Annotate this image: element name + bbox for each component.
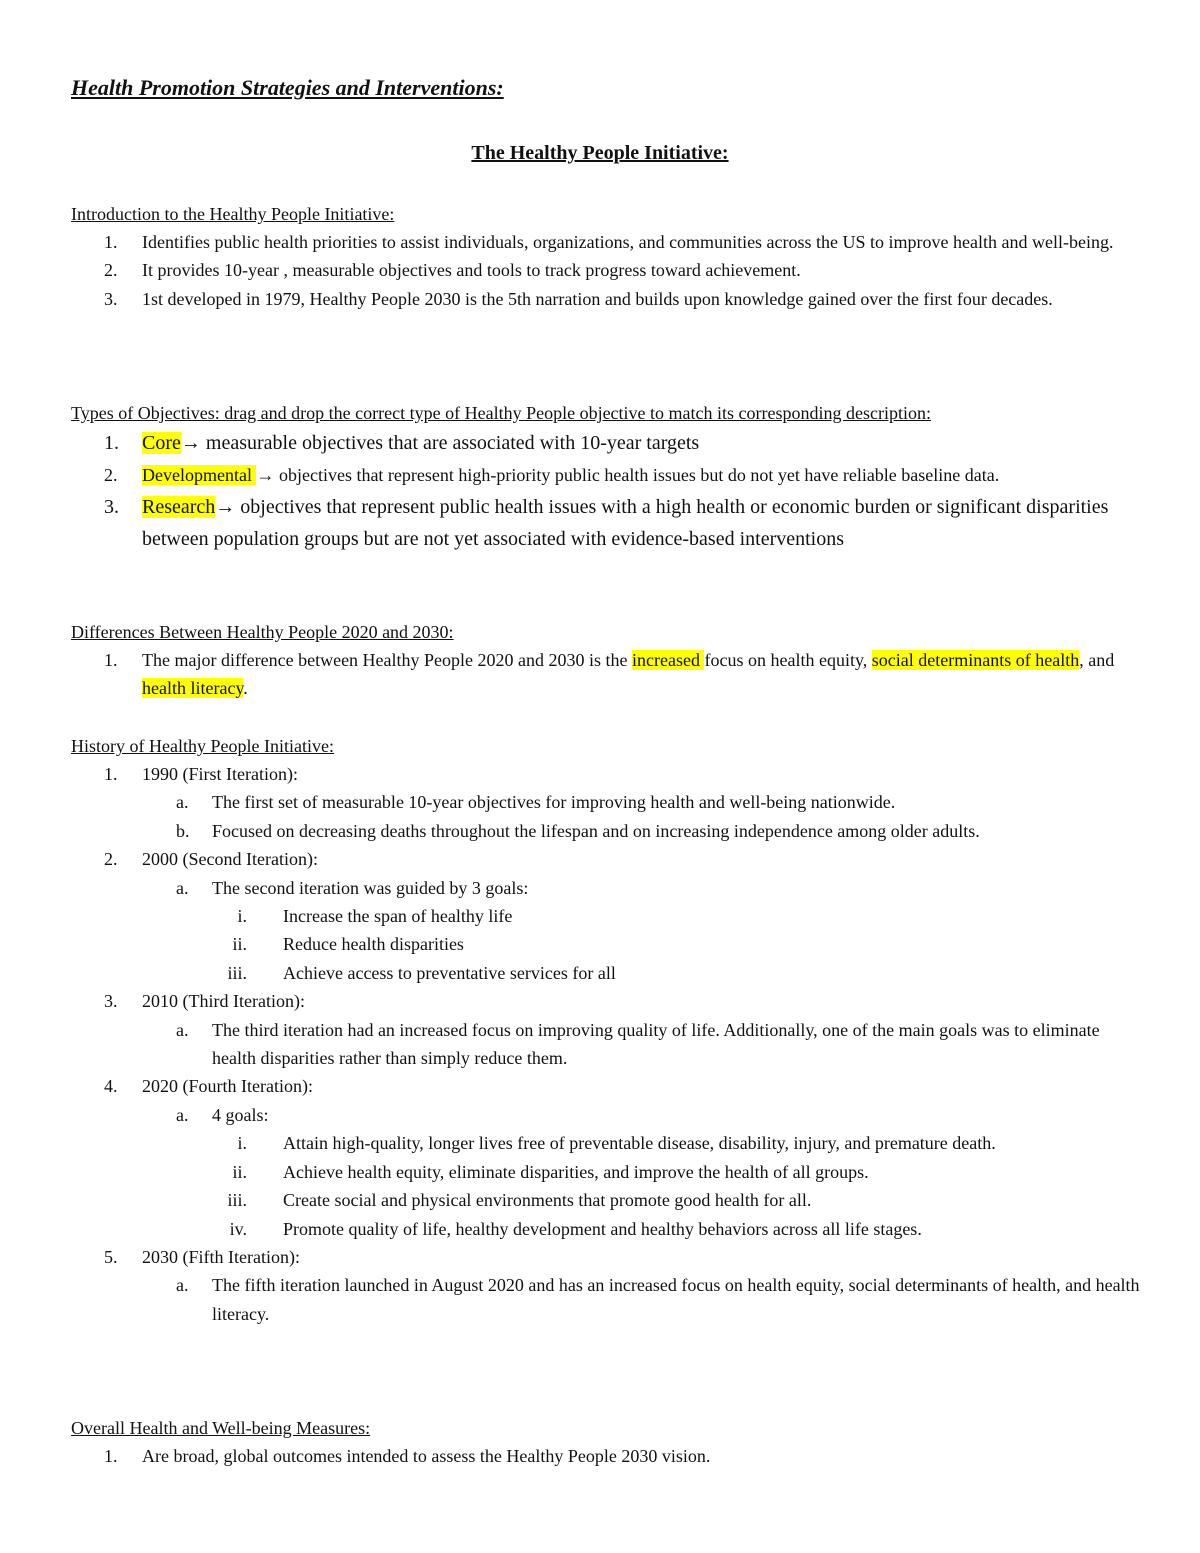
numbered-list xyxy=(71,646,1141,703)
list-number: 1. xyxy=(104,1446,118,1466)
list-item-text: Achieve health equity, eliminate disparities, and improve the health of all groups. xyxy=(283,1161,869,1182)
sub-sub-list-item xyxy=(71,1186,1141,1214)
list-item xyxy=(71,228,1141,256)
sub-sub-list-item xyxy=(71,902,1141,930)
sub-list-item xyxy=(71,1271,1141,1328)
list-item xyxy=(71,760,1141,788)
list-item-text: Reduce health disparities xyxy=(283,934,464,955)
list-item-text: 1st developed in 1979, Healthy People 2030 is the 5th narration and builds upon knowledge gained over the first four decades. xyxy=(142,288,1053,309)
list-number: iii. xyxy=(227,1190,247,1211)
list-item-text: The first set of measurable 10-year objectives for improving health and well-being nationwide. xyxy=(212,792,896,813)
list-item xyxy=(71,256,1141,284)
text-run: , and xyxy=(1079,650,1115,670)
list-item xyxy=(71,491,1141,555)
list-number: i. xyxy=(237,1133,247,1154)
list-item xyxy=(71,1072,1141,1100)
list-item-text: → objectives that represent high-priority public health issues but do not yet have reliable baseline data. xyxy=(256,465,1000,485)
list-item-text: Increase the span of healthy life xyxy=(283,906,513,927)
sub-list-item xyxy=(71,1101,1141,1129)
highlighted-term: Core xyxy=(142,432,181,454)
document-subtitle: The Healthy People Initiative: xyxy=(471,142,729,164)
section-history xyxy=(71,732,1141,1328)
list-item-text: 1990 (First Iteration): xyxy=(142,764,298,784)
section-heading: Introduction to the Healthy People Initiative: xyxy=(71,204,395,224)
section-heading: Differences Between Healthy People 2020 and 2030: xyxy=(71,622,454,642)
list-number: 2. xyxy=(104,849,118,870)
sub-list-item xyxy=(71,874,1141,902)
list-item xyxy=(71,427,1141,459)
list-item-text: Create social and physical environments that promote good health for all. xyxy=(283,1190,812,1211)
list-item-text: → measurable objectives that are associated with 10-year targets xyxy=(180,432,700,454)
list-number: b. xyxy=(176,820,190,841)
numbered-list xyxy=(71,1442,1141,1470)
list-number: i. xyxy=(237,906,247,927)
list-number: a. xyxy=(176,792,189,813)
list-number: 2. xyxy=(104,260,118,281)
list-number: a. xyxy=(176,1104,189,1125)
document-title: Health Promotion Strategies and Interventions: xyxy=(71,75,504,100)
list-number: iv. xyxy=(229,1218,247,1239)
list-number: ii. xyxy=(232,934,247,955)
section-heading: Overall Health and Well-being Measures: xyxy=(71,1418,371,1438)
list-item xyxy=(71,1442,1141,1470)
list-item xyxy=(71,845,1141,873)
text-run: focus on health equity, xyxy=(704,650,872,670)
list-number: 1. xyxy=(104,650,118,670)
list-number: 1. xyxy=(104,432,119,454)
list-number: a. xyxy=(176,1275,189,1296)
list-item-text: 2010 (Third Iteration): xyxy=(142,991,305,1012)
list-number: ii. xyxy=(232,1161,247,1182)
list-item-text: Identifies public health priorities to assist individuals, organizations, and communities across the US to improve health and well-being. xyxy=(142,232,1114,252)
section-introduction xyxy=(71,200,1141,313)
list-item-text: Promote quality of life, healthy development and healthy behaviors across all life stages. xyxy=(283,1218,922,1239)
list-item-text: The second iteration was guided by 3 goals: xyxy=(212,877,529,898)
list-item xyxy=(71,987,1141,1015)
list-number: 1. xyxy=(104,232,118,252)
list-item-text: Attain high-quality, longer lives free of preventable disease, disability, injury, and premature death. xyxy=(283,1133,996,1154)
section-heading: History of Healthy People Initiative: xyxy=(71,736,334,756)
list-item xyxy=(71,1243,1141,1271)
section-measures xyxy=(71,1414,1141,1470)
list-number: 3. xyxy=(104,991,118,1012)
list-item-text: 2000 (Second Iteration): xyxy=(142,849,318,870)
list-item-text: The fifth iteration launched in August 2020 and has an increased focus on health equity, social determinants of health, and health literacy. xyxy=(212,1275,1140,1324)
list-item-text: 2020 (Fourth Iteration): xyxy=(142,1076,313,1097)
list-item xyxy=(71,459,1141,491)
text-run: . xyxy=(243,678,248,699)
highlighted-text: increased xyxy=(632,650,705,670)
list-item-text: Focused on decreasing deaths throughout the lifespan and on increasing independence among older adults. xyxy=(212,820,980,841)
list-item-text: 2030 (Fifth Iteration): xyxy=(142,1246,300,1267)
highlighted-term: Developmental xyxy=(142,465,257,485)
section-heading: Types of Objectives: drag and drop the correct type of Healthy People objective to match its corresponding description: xyxy=(71,403,931,423)
list-number: a. xyxy=(176,1019,189,1040)
section-differences xyxy=(71,618,1141,703)
text-run: The major difference between Healthy People 2020 and 2030 is the xyxy=(142,650,633,670)
list-number: 5. xyxy=(104,1246,118,1267)
sub-sub-list-item xyxy=(71,959,1141,987)
list-number: 4. xyxy=(104,1076,118,1097)
list-number: a. xyxy=(176,877,189,898)
sub-list-item xyxy=(71,1016,1141,1073)
sub-list-item xyxy=(71,817,1141,845)
sub-sub-list-item xyxy=(71,1129,1141,1157)
numbered-list xyxy=(71,760,1141,1328)
sub-list-item xyxy=(71,788,1141,816)
list-item-text: The third iteration had an increased focus on improving quality of life. Additionally, one of the main goals was to eliminate health disparities rather than simply reduce them. xyxy=(212,1019,1100,1069)
sub-sub-list-item xyxy=(71,1158,1141,1186)
list-number: iii. xyxy=(227,962,247,983)
sub-sub-list-item xyxy=(71,930,1141,958)
list-number: 1. xyxy=(104,764,118,784)
list-item-text: → objectives that represent public health issues with a high health or economic burden or significant disparities between population groups but are not yet associated with evidence-based interventions xyxy=(142,496,1109,550)
list-item-text: Achieve access to preventative services for all xyxy=(283,962,616,983)
list-item-text: Are broad, global outcomes intended to assess the Healthy People 2030 vision. xyxy=(142,1446,711,1466)
list-number: 3. xyxy=(104,288,118,309)
list-item-text: 4 goals: xyxy=(212,1104,269,1125)
list-number: 2. xyxy=(104,465,118,485)
list-number: 3. xyxy=(104,496,119,518)
highlighted-text: social determinants of health xyxy=(871,650,1080,670)
highlighted-text: health literacy xyxy=(142,678,244,699)
list-item-text: It provides 10-year , measurable objectives and tools to track progress toward achievement. xyxy=(142,260,801,281)
list-item xyxy=(71,646,1141,703)
list-item xyxy=(71,285,1141,313)
numbered-list xyxy=(71,427,1141,555)
highlighted-term: Research xyxy=(142,496,216,518)
numbered-list xyxy=(71,228,1141,313)
sub-sub-list-item xyxy=(71,1215,1141,1243)
section-types-of-objectives xyxy=(71,399,1141,555)
